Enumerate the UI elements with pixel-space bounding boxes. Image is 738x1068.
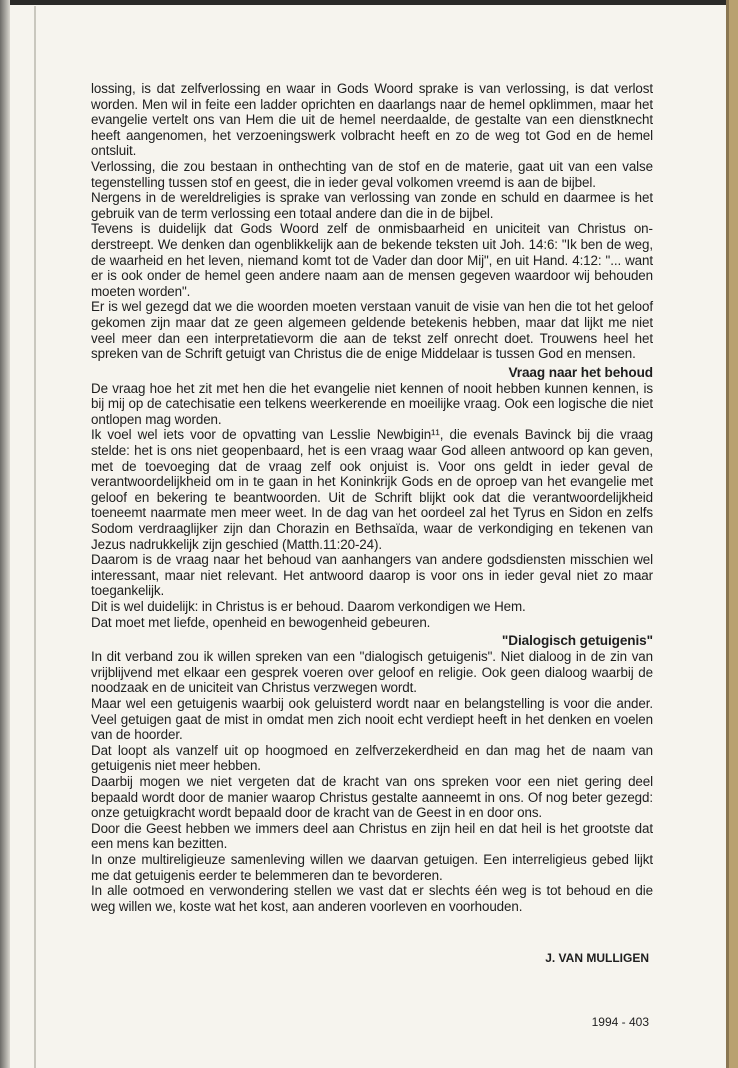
author-signature: J. VAN MULLIGEN (545, 951, 649, 965)
paragraph: In onze multireligieuze samenleving willen we daarvan getuigen. Een interreligieus gebed lijkt me dat getuigenis eerder te belemmeren dan te bevorderen. (91, 851, 653, 883)
paragraph: Verlossing, die zou bestaan in onthechting van de stof en de materie, gaat uit van een valse tegenstelling tussen stof en geest, die in ieder geval volkomen vreemd is aan de bijbel. (91, 158, 653, 190)
paragraph: In dit verband zou ik willen spreken van een "dialogisch getuigenis". Niet dialoog in de zin van vrijblijvend met elkaar een gesprek voeren over geloof en religie. Ook geen dialoog waarbij de noodzaak en de uniciteit van Christus verzwegen wordt. (91, 649, 653, 696)
paragraph: Dit is wel duidelijk: in Christus is er behoud. Daarom verkondigen we Hem. (91, 599, 526, 614)
paragraph: Maar wel een getuigenis waarbij ook geluisterd wordt naar en belangstelling is voor die ander. Veel getuigen gaat de mist in omdat men zich nooit echt verdiept heeft in het denken en voelen van de hoorder. (91, 695, 653, 743)
paragraph: Dat moet met liefde, openheid en bewogenheid gebeuren. (91, 614, 431, 630)
section-heading-behoud: Vraag naar het behoud (508, 364, 653, 380)
paragraph: Tevens is duidelijk dat Gods Woord zelf de onmisbaarheid en uniciteit van Christus onderstreept. We denken dan ogenblikkelijk aan de bekende teksten uit Joh. 14:6: "Ik ben de weg, de waarheid en het leven, niemand komt tot de Vader dan door Mij", en uit Hand. 4:12: "... want er is ook onder de hemel geen andere naam aan de mensen gegeven waardoor wij behouden moeten worden". (91, 221, 653, 299)
binding-edge (0, 0, 10, 1068)
paragraph: Door die Geest hebben we immers deel aan Christus en zijn heil en dat heil is het grootste dat een mens kan bezitten. (91, 820, 653, 852)
paragraph: In alle ootmoed en verwondering stellen we vast dat er slechts één weg is tot behoud en die weg willen we, koste wat het kost, aan anderen voorleven en voorhouden. (91, 883, 653, 914)
paragraph: Daarbij mogen we niet vergeten dat de kracht van ons spreken voor een niet gering deel bepaald wordt door de manier waarop Christus gestalte aanneemt in ons. Of nog beter gezegd: onze getuigkracht wordt bepaald door de kracht van de Geest in en door ons. (91, 773, 653, 821)
paragraph: Er is wel gezegd dat we die woorden moeten verstaan vanuit de visie van hen die tot het geloof gekomen zijn maar dat ze geen algemeen geldende betekenis hebben, maar dat lijkt me niet veel meer dan een interpretatievorm die aan de tekst zelf onrecht doet. Trouwens heel het spreken van de Schrift getuigt van Christus die de enige Middelaar is tussen God en mensen. (91, 299, 653, 362)
section-heading-dialogisch: "Dialogisch getuigenis" (501, 633, 653, 649)
paragraph: lossing, is dat zelfverlossing en waar in Gods Woord sprake is van verlossing, is dat verlost worden. Men wil in feite een ladder oprichten en daarlangs naar de hemel opklimmen, maar het evangelie vertelt ons van Hem die uit de hemel neerdaalde, de gestalte van een dienstknecht heeft aangenomen, het verzoeningswerk volbracht heeft en zo de weg tot God en de hemel ontsluit. (91, 81, 653, 159)
paragraph: Daarom is de vraag naar het behoud van aanhangers van andere godsdiensten misschien wel interessant, maar niet relevant. Het antwoord daarop is voor ons in ieder geval niet zo maar toegankelijk. (91, 552, 653, 599)
margin-rule (34, 6, 36, 1068)
paragraph: Ik voel wel iets voor de opvatting van Lesslie Newbigin¹¹, die evenals Bavinck bij die vraag stelde: het is ons niet geopenbaard, het is een vraag waar God alleen antwoord op kan geven, met de toevoeging dat de vraag zelf ook onjuist is. Voor ons geldt in ieder geval de verantwoordelijkheid om in te gaan in het Koninkrijk Gods en de oproep van het evangelie met geloof en bekering te beantwoorden. Uit de Schrift blijkt ook dat die verantwoordelijkheid toeneemt naarmate men meer weet. In de dag van het oordeel zal het Tyrus en Sidon en zelfs Sodom verdraaglijker zijn dan Chorazin en Bethsaïda, waar de verkondiging en tekenen van Jezus nadrukkelijk zijn geschied (Matth.11:20-24). (91, 427, 653, 552)
page-number: 1994 - 403 (591, 1015, 649, 1029)
paragraph: De vraag hoe het zit met hen die het evangelie niet kennen of nooit hebben kunnen kennen, is bij mij op de catechisatie een telkens weerkerende en moeilijke vraag. Ook een logische die niet ontlopen mag worden. (91, 380, 653, 427)
page-right-edge (726, 0, 738, 1068)
paragraph: Dat loopt als vanzelf uit op hoogmoed en zelfverzekerdheid en dan mag het de naam van getuigenis niet meer hebben. (91, 742, 653, 774)
paragraph: Nergens in de wereldreligies is sprake van verlossing van zonde en schuld en daarmee is het gebruik van de term verlossing een totaal andere dan die in de bijbel. (91, 190, 653, 221)
article-body (91, 81, 653, 914)
page-top-edge (0, 0, 738, 5)
